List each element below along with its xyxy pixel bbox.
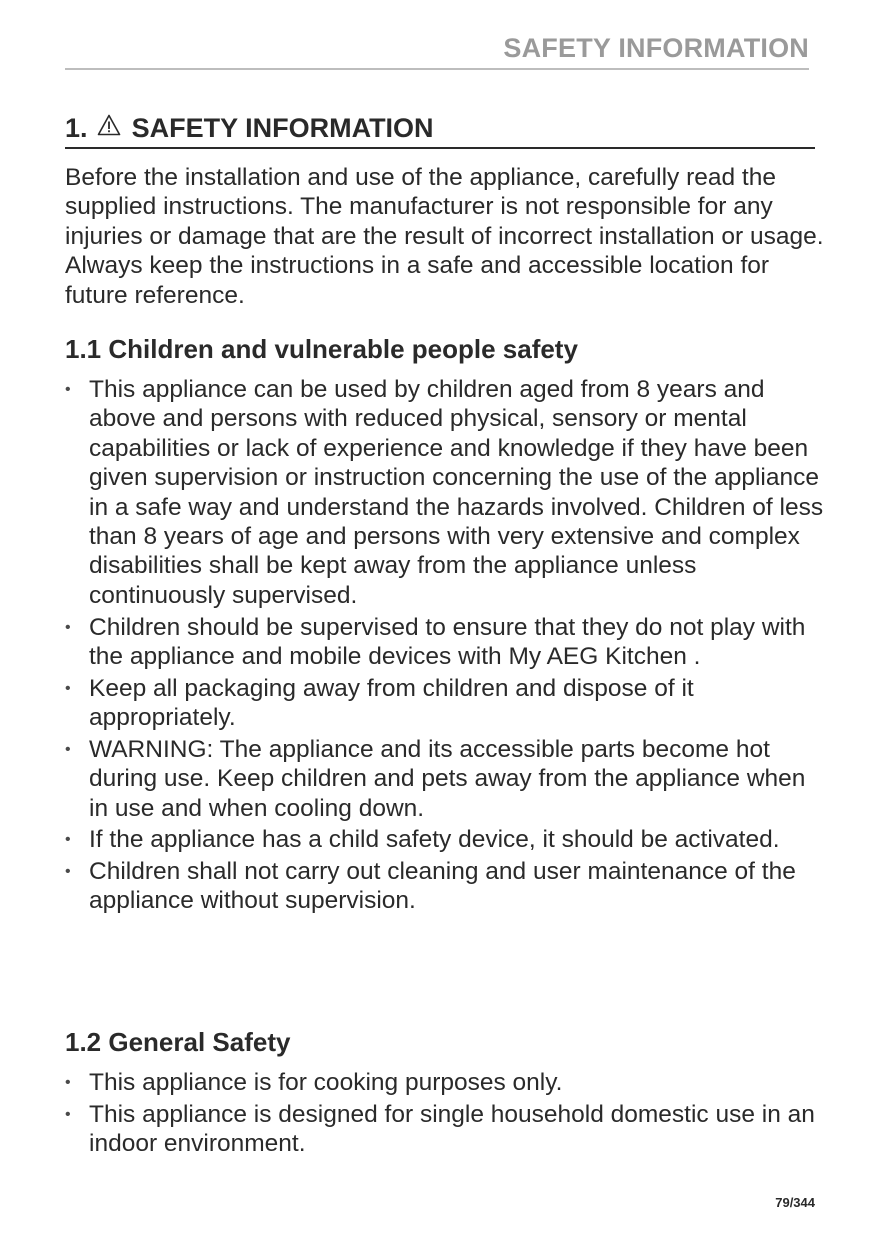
- list-item: [65, 1100, 825, 1159]
- section-title: SAFETY INFORMATION: [131, 113, 434, 143]
- bullet-marker: •: [65, 618, 71, 636]
- list-item: [65, 674, 825, 733]
- bullet-marker: •: [65, 679, 71, 697]
- list-item-text: Keep all packaging away from children and dispose of it appropriately.: [89, 674, 694, 732]
- list-item: [65, 825, 825, 854]
- list-item-text: Children should be supervised to ensure that they do not play with the appliance and mobile devices with My AEG Kitchen .: [89, 613, 806, 670]
- list-item: [65, 613, 825, 672]
- list-item: [65, 375, 825, 610]
- bullet-marker: •: [65, 862, 71, 880]
- bullet-marker: •: [65, 740, 71, 758]
- list-item-text: Children shall not carry out cleaning and user maintenance of the appliance without supervision.: [89, 857, 796, 915]
- page-number: 79/344: [775, 1195, 815, 1210]
- section-number: 1.: [65, 113, 88, 143]
- intro-paragraph: Before the installation and use of the appliance, carefully read the supplied instructions. The manufacturer is not responsible for any injuries or damage that are the result of incorrect installation or usage. Always keep the instructions in a safe and accessible location for future reference.: [65, 164, 824, 309]
- subsection-heading-general-safety: 1.2 General Safety: [65, 1027, 291, 1057]
- bullet-marker: •: [65, 381, 71, 398]
- list-item: [65, 735, 825, 823]
- bullet-marker: •: [65, 1105, 71, 1123]
- list-item: [65, 1068, 825, 1097]
- running-header-title: SAFETY INFORMATION: [503, 33, 809, 63]
- list-item-text: WARNING: The appliance and its accessible parts become hot during use. Keep children and pets away from the appliance when in use and when cooling down.: [89, 735, 806, 822]
- bullet-marker: •: [65, 1074, 71, 1091]
- list-item: [65, 857, 825, 916]
- subsection-heading-children-safety: 1.1 Children and vulnerable people safety: [65, 334, 578, 364]
- section-heading: [65, 110, 815, 149]
- list-item-text: If the appliance has a child safety device, it should be activated.: [89, 826, 780, 854]
- bullet-marker: •: [65, 831, 71, 849]
- list-item-text: This appliance is for cooking purposes only.: [89, 1069, 563, 1096]
- warning-triangle-icon: [97, 109, 121, 145]
- children-safety-list: [65, 375, 825, 918]
- list-item-text: This appliance can be used by children aged from 8 years and above and persons with reduced physical, sensory or mental capabilities or lack of experience and knowledge if they have been given supervision or instruction concerning the use of the appliance in a safe way and understand the hazards involved. Children of less than 8 years of age and persons with very extensive and complex disabilities shall be kept away from the appliance unless continuously supervised.: [89, 376, 824, 609]
- general-safety-list: [65, 1068, 825, 1161]
- list-item-text: This appliance is designed for single household domestic use in an indoor environment.: [89, 1100, 815, 1158]
- running-header: [65, 30, 809, 70]
